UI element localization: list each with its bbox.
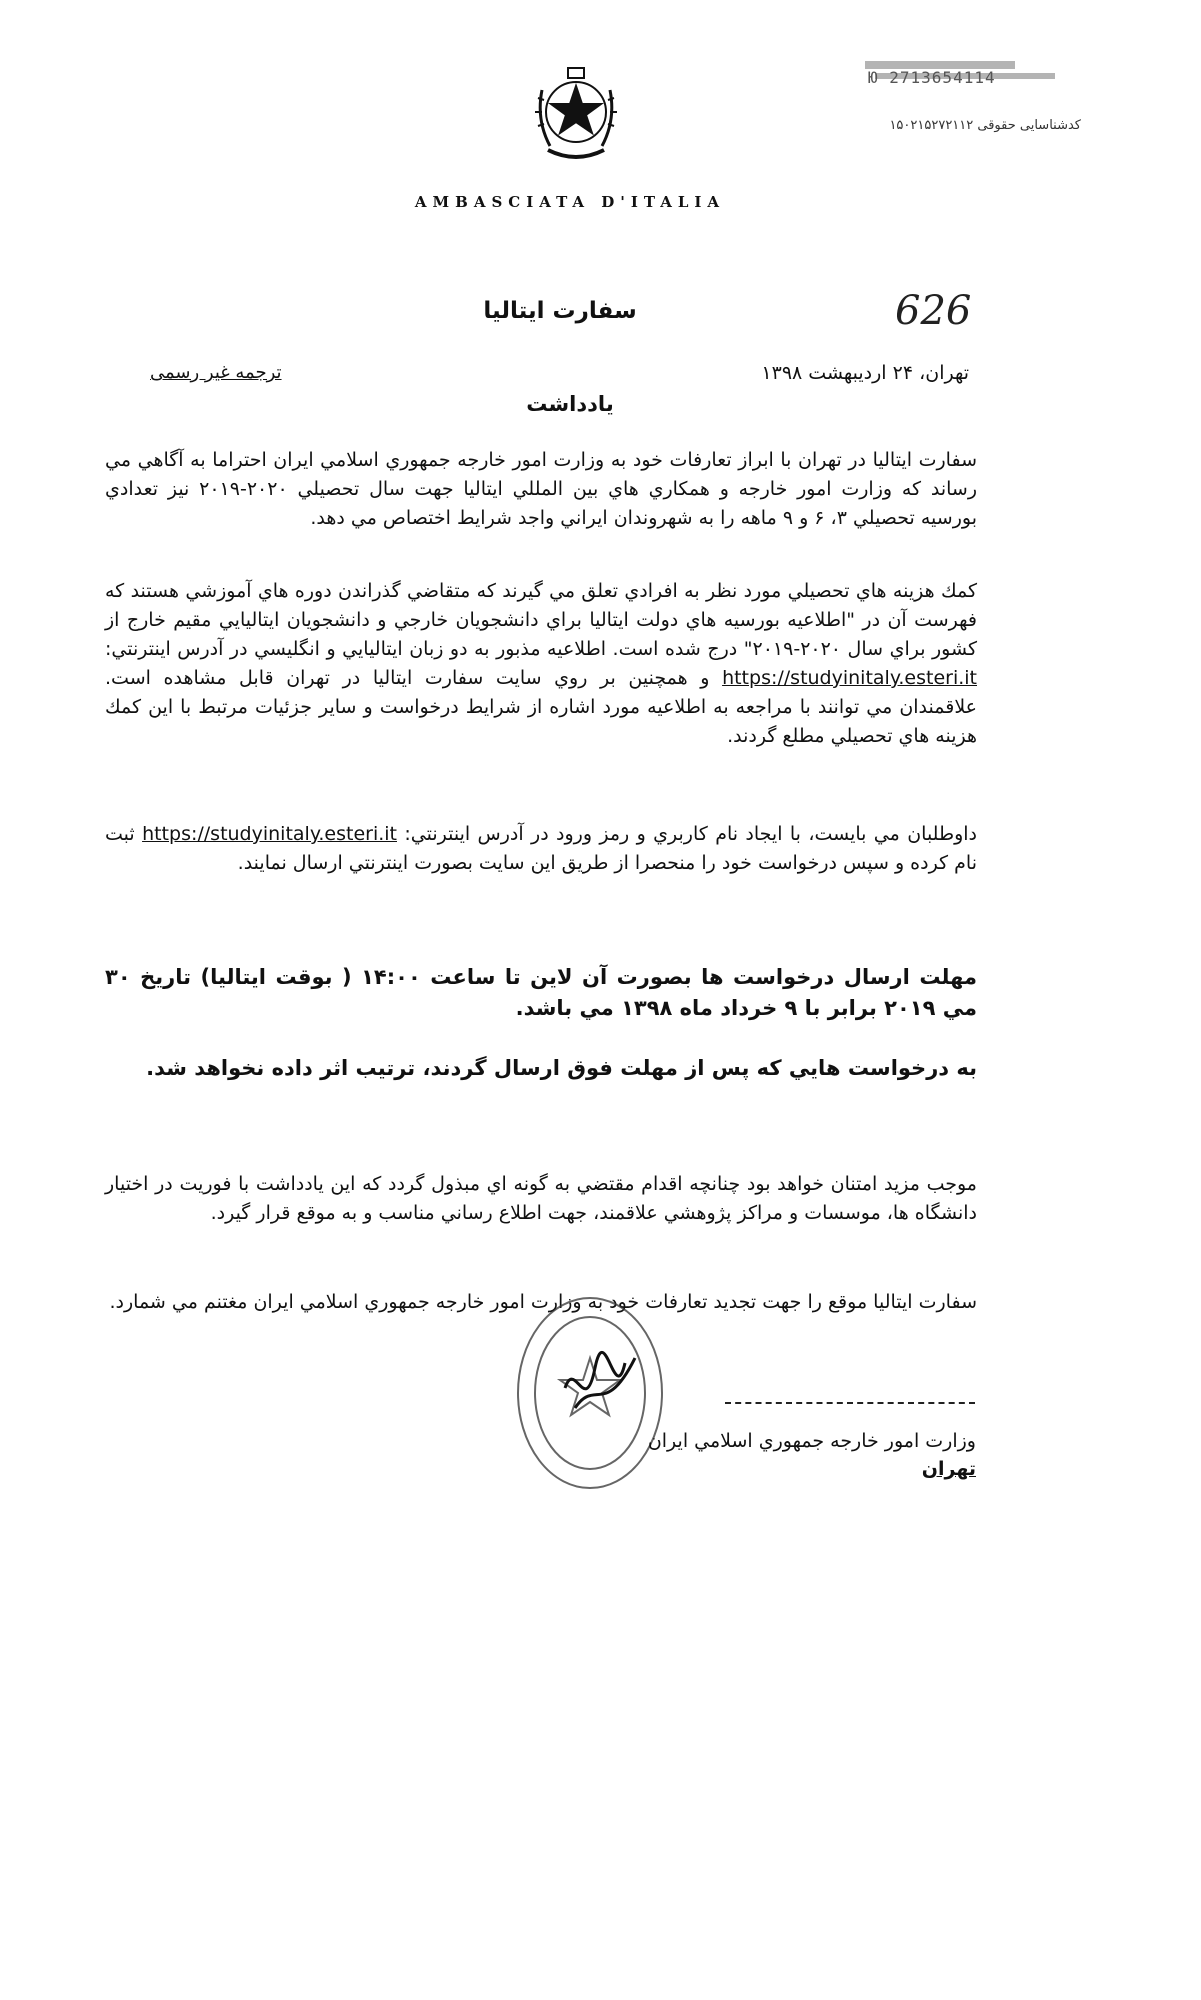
paragraph-request: موجب مزيد امتنان خواهد بود چنانچه اقدام مقتضي به گونه اي مبذول گردد كه اين يادداشت با فوريت در اختيار دانشگاه ها، موسسات و مراكز پژوهشي علاقمند، جهت اطلاع رساني مناسب و به موقع قرار گيرد. [105, 1173, 977, 1224]
website-link[interactable]: https://studyinitaly.esteri.it [722, 667, 977, 689]
paragraph-text: داوطلبان مي بايست، با ايجاد نام كاربري و رمز ورود در آدرس اينترنتي: [397, 823, 978, 845]
embassy-name-latin: AMBASCIATA D'ITALIA [414, 193, 726, 211]
date-line: تهران، ۲۴ اردیبهشت ۱۳۹۸ [761, 362, 969, 384]
unofficial-translation-label: ترجمه غیر رسمی [150, 362, 282, 383]
paragraph-intro: سفارت ایتالیا در تهران با ابراز تعارفات خود به وزارت امور خارجه جمهوري اسلامي ايران احتراما به آگاهي مي رساند كه وزارت امور خارجه و همكاري هاي بين المللي ايتاليا جهت سال تحصيلي ۲۰۲۰-۲۰۱۹ نيز تعدادي بورسيه تحصيلي ۳، ۶ و ۹ ماهه را به شهروندان ايراني واجد شرايط اختصاص مي دهد. [105, 449, 977, 529]
recipient-name: وزارت امور خارجه جمهوري اسلامي ايران [647, 1430, 976, 1452]
paragraph-text: ثبت نام كرده و سپس درخواست خود را منحصرا از طريق اين سايت بصورت اينترنتي ارسال نمايند. [105, 823, 977, 874]
note-heading: یادداشت [526, 392, 614, 416]
embassy-seal-icon [505, 1268, 675, 1508]
recipient-city: تهران [921, 1458, 976, 1480]
paragraph-registration [105, 820, 977, 878]
stamp-code: Ю 2713654114 [868, 68, 996, 87]
document-title: سفارت ایتالیا [483, 298, 637, 324]
paragraph-closing: سفارت ايتاليا موقع را جهت تجديد تعارفات خود به وزارت امور خارجه جمهوري اسلامي ايران مغتنم مي شمارد. [109, 1291, 977, 1313]
paragraph-scholarship-info [105, 577, 977, 751]
registration-link[interactable]: https://studyinitaly.esteri.it [142, 823, 397, 845]
paragraph-late-applications: به درخواست هايي كه پس از مهلت فوق ارسال گردند، ترتيب اثر داده نخواهد شد. [146, 1056, 977, 1080]
italian-emblem-icon [528, 60, 624, 170]
handwritten-reference-number: 626 [895, 288, 972, 334]
paragraph-text: و همچنين بر روي سايت سفارت ايتاليا در تهران قابل مشاهده است. علاقمندان مي توانند با مراجعه به اطلاعيه مورد اشاره از شرايط درخواست و ساير جزئيات مرتبط با اين كمك هزينه هاي تحصيلي مطلع گردند. [105, 667, 977, 747]
paragraph-text: كمك هزينه هاي تحصيلي مورد نظر به افرادي تعلق مي گيرند كه متقاضي گذراندن دوره هاي آموزشي هستند كه فهرست آن در "اطلاعيه بورسيه هاي دولت ايتاليا براي دانشجويان خارجي و دانشجويان ايتاليايي مقيم خارج از كشور براي سال ۲۰۲۰-۲۰۱۹" درج شده است. اطلاعيه مذبور به دو زبان ايتاليايي و انگليسي در آدرس اينترنتي: [105, 580, 977, 660]
signature-divider [725, 1402, 975, 1404]
paragraph-deadline: مهلت ارسال درخواست ها بصورت آن لاين تا ساعت ۱۴:۰۰ ( بوقت ايتاليا) تاريخ ۳۰ مي ۲۰۱۹ برابر با ۹ خرداد ماه ۱۳۹۸ مي باشد. [105, 965, 977, 1020]
stamp-legal-id: کدشناسایی حقوقی ۱۵۰۲۱۵۲۷۲۱۱۲ [889, 118, 1081, 133]
